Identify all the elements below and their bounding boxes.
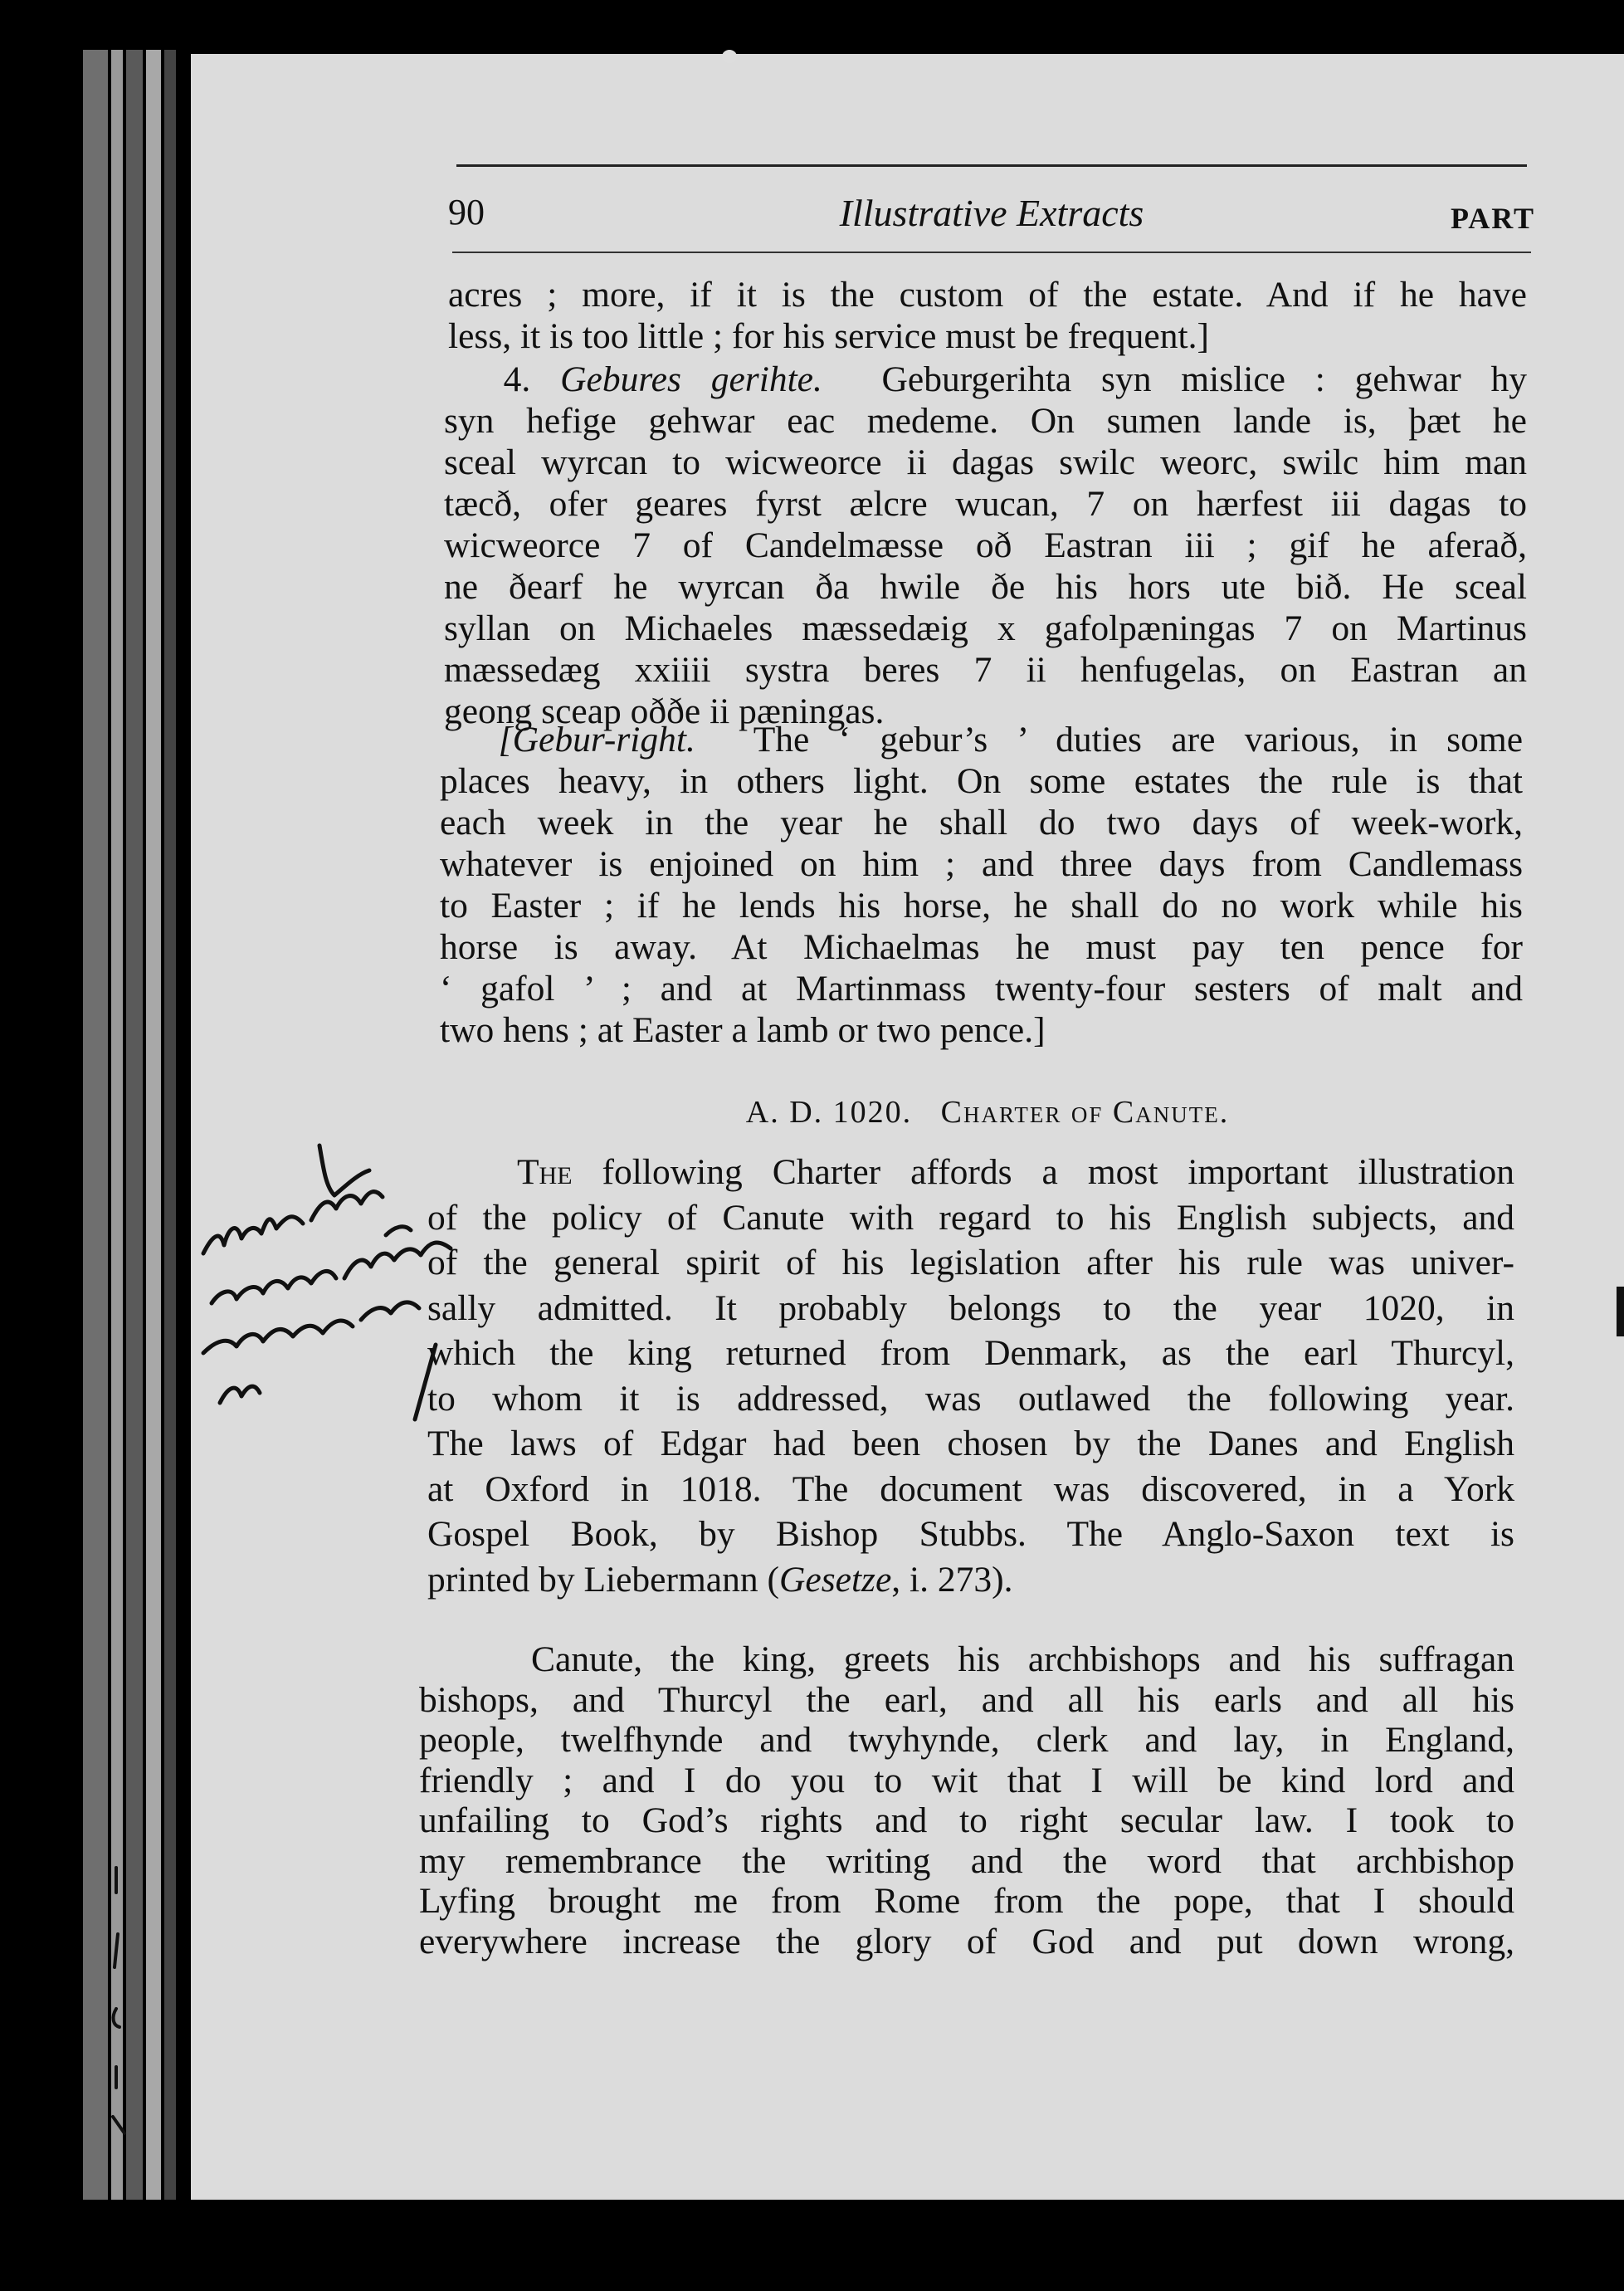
text-line bbox=[427, 1557, 1514, 1603]
text-line: places heavy, in others light. On some estates the rule is that bbox=[440, 761, 1523, 801]
text-run: printed by Liebermann ( bbox=[427, 1559, 779, 1600]
text-line: Lyfing brought me from Rome from the pope, that I should bbox=[419, 1881, 1514, 1921]
text-line: less, it is too little ; for his service must be frequent.] bbox=[448, 316, 1209, 356]
heading-title: Charter of Canute. bbox=[940, 1095, 1230, 1130]
text-line bbox=[419, 1639, 1514, 1680]
text-line: bishops, and Thurcyl the earl, and all his earls and all his bbox=[419, 1679, 1514, 1720]
heading-date: A. D. 1020. bbox=[745, 1095, 913, 1130]
section-title: [Gebur-right. bbox=[498, 720, 695, 760]
paragraph-gebures-gerihte bbox=[444, 359, 1527, 732]
text-line: horse is away. At Michaelmas he must pay ten pence for bbox=[440, 927, 1523, 967]
text-line: sally admitted. It probably belongs to the year 1020, in bbox=[427, 1287, 1514, 1328]
text-line: wicweorce 7 of Candelmæsse oð Eastran iii ; gif he aferað, bbox=[444, 525, 1527, 565]
paragraph-charter-text bbox=[419, 1639, 1514, 1961]
text-line: acres ; more, if it is the custom of the estate. And if he have bbox=[448, 275, 1527, 315]
book-edge bbox=[146, 50, 161, 2200]
text-line: two hens ; at Easter a lamb or two pence.] bbox=[440, 1010, 1046, 1050]
text-line bbox=[440, 719, 1523, 760]
text-line: geong sceap oððe ii pæningas. bbox=[444, 691, 885, 731]
page-number: 90 bbox=[448, 192, 485, 232]
scan-speck bbox=[722, 50, 737, 63]
text-line: whatever is enjoined on him ; and three days from Candlemass bbox=[440, 844, 1523, 884]
text-run: The ‘ gebur’s ’ duties are various, in some bbox=[753, 720, 1523, 760]
text-line: my remembrance the writing and the word that archbishop bbox=[419, 1840, 1514, 1881]
edge-marks bbox=[100, 1859, 133, 2158]
text-run: Canute, the king, greets his archbishops and his suffragan bbox=[531, 1639, 1514, 1679]
edge-mark bbox=[1617, 1287, 1624, 1336]
header-rule-bottom bbox=[452, 252, 1531, 253]
book-edge bbox=[164, 50, 176, 2200]
running-head bbox=[448, 184, 1535, 242]
handwritten-margin-note bbox=[187, 1137, 469, 1436]
text-line: people, twelfhynde and twyhynde, clerk and lay, in England, bbox=[419, 1720, 1514, 1760]
text-line: syn hefige gehwar eac medeme. On sumen lande is, þæt he bbox=[444, 401, 1527, 441]
paragraph-gebur-right bbox=[440, 719, 1523, 1051]
section-title: Gebures gerihte. bbox=[560, 359, 822, 399]
section-heading bbox=[656, 1094, 1319, 1131]
paragraph-charter-intro bbox=[427, 1150, 1514, 1602]
text-line: friendly ; and I do you to wit that I will be kind lord and bbox=[419, 1760, 1514, 1800]
text-line: each week in the year he shall do two days of week-work, bbox=[440, 803, 1523, 843]
drop-word: The bbox=[516, 1152, 573, 1192]
text-line: ‘ gafol ’ ; and at Martinmass twenty-four sesters of malt and bbox=[440, 969, 1523, 1009]
text-line: of the general spirit of his legislation after his rule was univer- bbox=[427, 1243, 1514, 1282]
text-line: ne ðearf he wyrcan ða hwile ðe his hors ute bið. He sceal bbox=[444, 567, 1527, 607]
text-line: tæcð, ofer geares fyrst ælcre wucan, 7 on hærfest iii dagas to bbox=[444, 484, 1527, 524]
text-line: unfailing to God’s rights and to right secular law. I took to bbox=[419, 1800, 1514, 1840]
text-line: to Easter ; if he lends his horse, he shall do no work while his bbox=[440, 886, 1523, 926]
header-rule-top bbox=[456, 164, 1527, 167]
section-number: 4. bbox=[503, 359, 531, 399]
text-line: syllan on Michaeles mæssedæig x gafolpæningas 7 on Martinus bbox=[444, 608, 1527, 648]
running-head-part: PART bbox=[1450, 202, 1535, 235]
text-line: to whom it is addressed, was outlawed the following year. bbox=[427, 1378, 1514, 1419]
running-head-title: Illustrative Extracts bbox=[839, 192, 1144, 234]
text-line: The laws of Edgar had been chosen by the Danes and English bbox=[427, 1424, 1514, 1463]
text-run: , i. 273). bbox=[891, 1559, 1013, 1600]
citation-title: Gesetze bbox=[778, 1559, 892, 1600]
text-line: everywhere increase the glory of God and put down wrong, bbox=[419, 1921, 1514, 1961]
text-run: Geburgerihta syn mislice : gehwar hy bbox=[881, 359, 1528, 399]
text-line: Gospel Book, by Bishop Stubbs. The Anglo-Saxon text is bbox=[427, 1514, 1514, 1554]
text-run: following Charter affords a most important illustration bbox=[602, 1152, 1515, 1192]
text-line: mæssedæg xxiiii systra beres 7 ii henfugelas, on Eastran an bbox=[444, 650, 1527, 690]
text-line bbox=[444, 359, 1527, 400]
text-line: which the king returned from Denmark, as the earl Thurcyl, bbox=[427, 1333, 1514, 1373]
text-line bbox=[427, 1150, 1514, 1195]
paragraph-continuation bbox=[448, 274, 1527, 357]
text-line: of the policy of Canute with regard to his English subjects, and bbox=[427, 1197, 1514, 1238]
text-line: sceal wyrcan to wicweorce ii dagas swilc weorc, swilc him man bbox=[444, 442, 1527, 482]
text-line: at Oxford in 1018. The document was discovered, in a York bbox=[427, 1468, 1514, 1509]
